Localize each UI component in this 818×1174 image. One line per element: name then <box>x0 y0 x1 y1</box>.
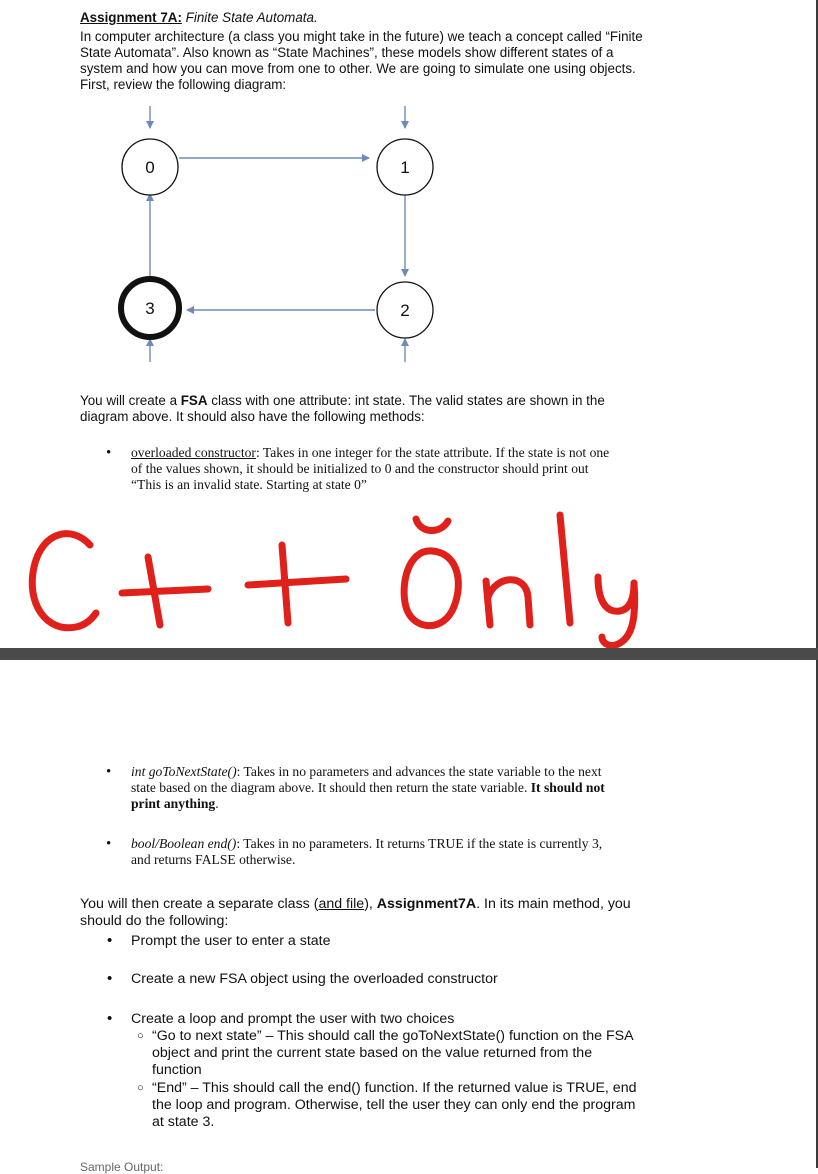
choice-next-line-2: object and print the current state based on the value returned from the <box>152 1045 593 1061</box>
choice-end-line-2: the loop and program. Otherwise, tell the user they can only end the program <box>152 1097 636 1113</box>
choice-end-line-1: “End” – This should call the end() function. If the returned value is TRUE, end <box>152 1080 637 1096</box>
bullet-dot: • <box>107 970 113 987</box>
state-label-2: 2 <box>400 301 410 320</box>
choice-next-line-1: “Go to next state” – This should call the goToNextState() function on the FSA <box>152 1028 634 1044</box>
fsa-intro-line-2: diagram above. It should also have the following methods: <box>80 409 425 424</box>
sub-bullet-circle: ○ <box>137 1030 144 1042</box>
constructor-line-1: overloaded constructor: Takes in one integer for the state attribute. If the state is not one <box>131 445 610 460</box>
bullet-dot: • <box>106 445 112 461</box>
fsa-diagram <box>100 100 460 370</box>
step-prompt-state: Prompt the user to enter a state <box>131 933 331 949</box>
assignment-title: Finite State Automata. <box>185 10 318 25</box>
assignment-label: Assignment 7A: <box>80 10 182 25</box>
main-intro-line-2: should do the following: <box>80 913 229 929</box>
main-intro-line-1: You will then create a separate class (and file), Assignment7A. In its main method, you <box>80 896 631 912</box>
intro-line-1: In computer architecture (a class you might take in the future) we teach a concept called “Finite <box>80 29 643 44</box>
bullet-dot: • <box>107 932 113 949</box>
state-label-3: 3 <box>145 299 155 318</box>
step-create-fsa: Create a new FSA object using the overloaded constructor <box>131 971 498 987</box>
step-create-loop: Create a loop and prompt the user with two choices <box>131 1011 455 1027</box>
fsa-intro-line-1: You will create a FSA class with one attribute: int state. The valid states are shown in the <box>80 393 605 408</box>
constructor-line-3: “This is an invalid state. Starting at state 0” <box>131 477 367 492</box>
handwritten-annotation <box>20 505 650 650</box>
gotonext-line-1: int goToNextState(): Takes in no parameters and advances the state variable to the next <box>131 764 602 779</box>
state-label-1: 1 <box>400 158 410 177</box>
intro-line-4: First, review the following diagram: <box>80 77 287 92</box>
state-label-0: 0 <box>145 158 155 177</box>
gotonext-line-3: print anything. <box>131 796 219 811</box>
intro-line-3: system and how you can move from one to other. We are going to simulate one using objects. <box>80 61 636 76</box>
document-page-2 <box>0 660 818 1174</box>
assignment-heading <box>80 10 318 26</box>
sample-output-heading-cutoff: Sample Output: <box>80 1160 164 1174</box>
choice-next-line-3: function <box>152 1062 202 1078</box>
bullet-dot: • <box>106 764 112 780</box>
sub-bullet-circle: ○ <box>137 1082 144 1094</box>
bullet-dot: • <box>107 1010 113 1027</box>
constructor-line-2: of the values shown, it should be initialized to 0 and the constructor should print out <box>131 461 589 476</box>
end-line-2: and returns FALSE otherwise. <box>131 852 296 867</box>
end-line-1: bool/Boolean end(): Takes in no parameters. It returns TRUE if the state is currently 3, <box>131 836 603 851</box>
intro-line-2: State Automata”. Also known as “State Machines”, these models show different states of a <box>80 45 614 60</box>
bullet-dot: • <box>106 836 112 852</box>
gotonext-line-2: state based on the diagram above. It should then return the state variable. It should not <box>131 780 605 795</box>
choice-end-line-3: at state 3. <box>152 1114 215 1130</box>
page-divider <box>0 648 818 660</box>
